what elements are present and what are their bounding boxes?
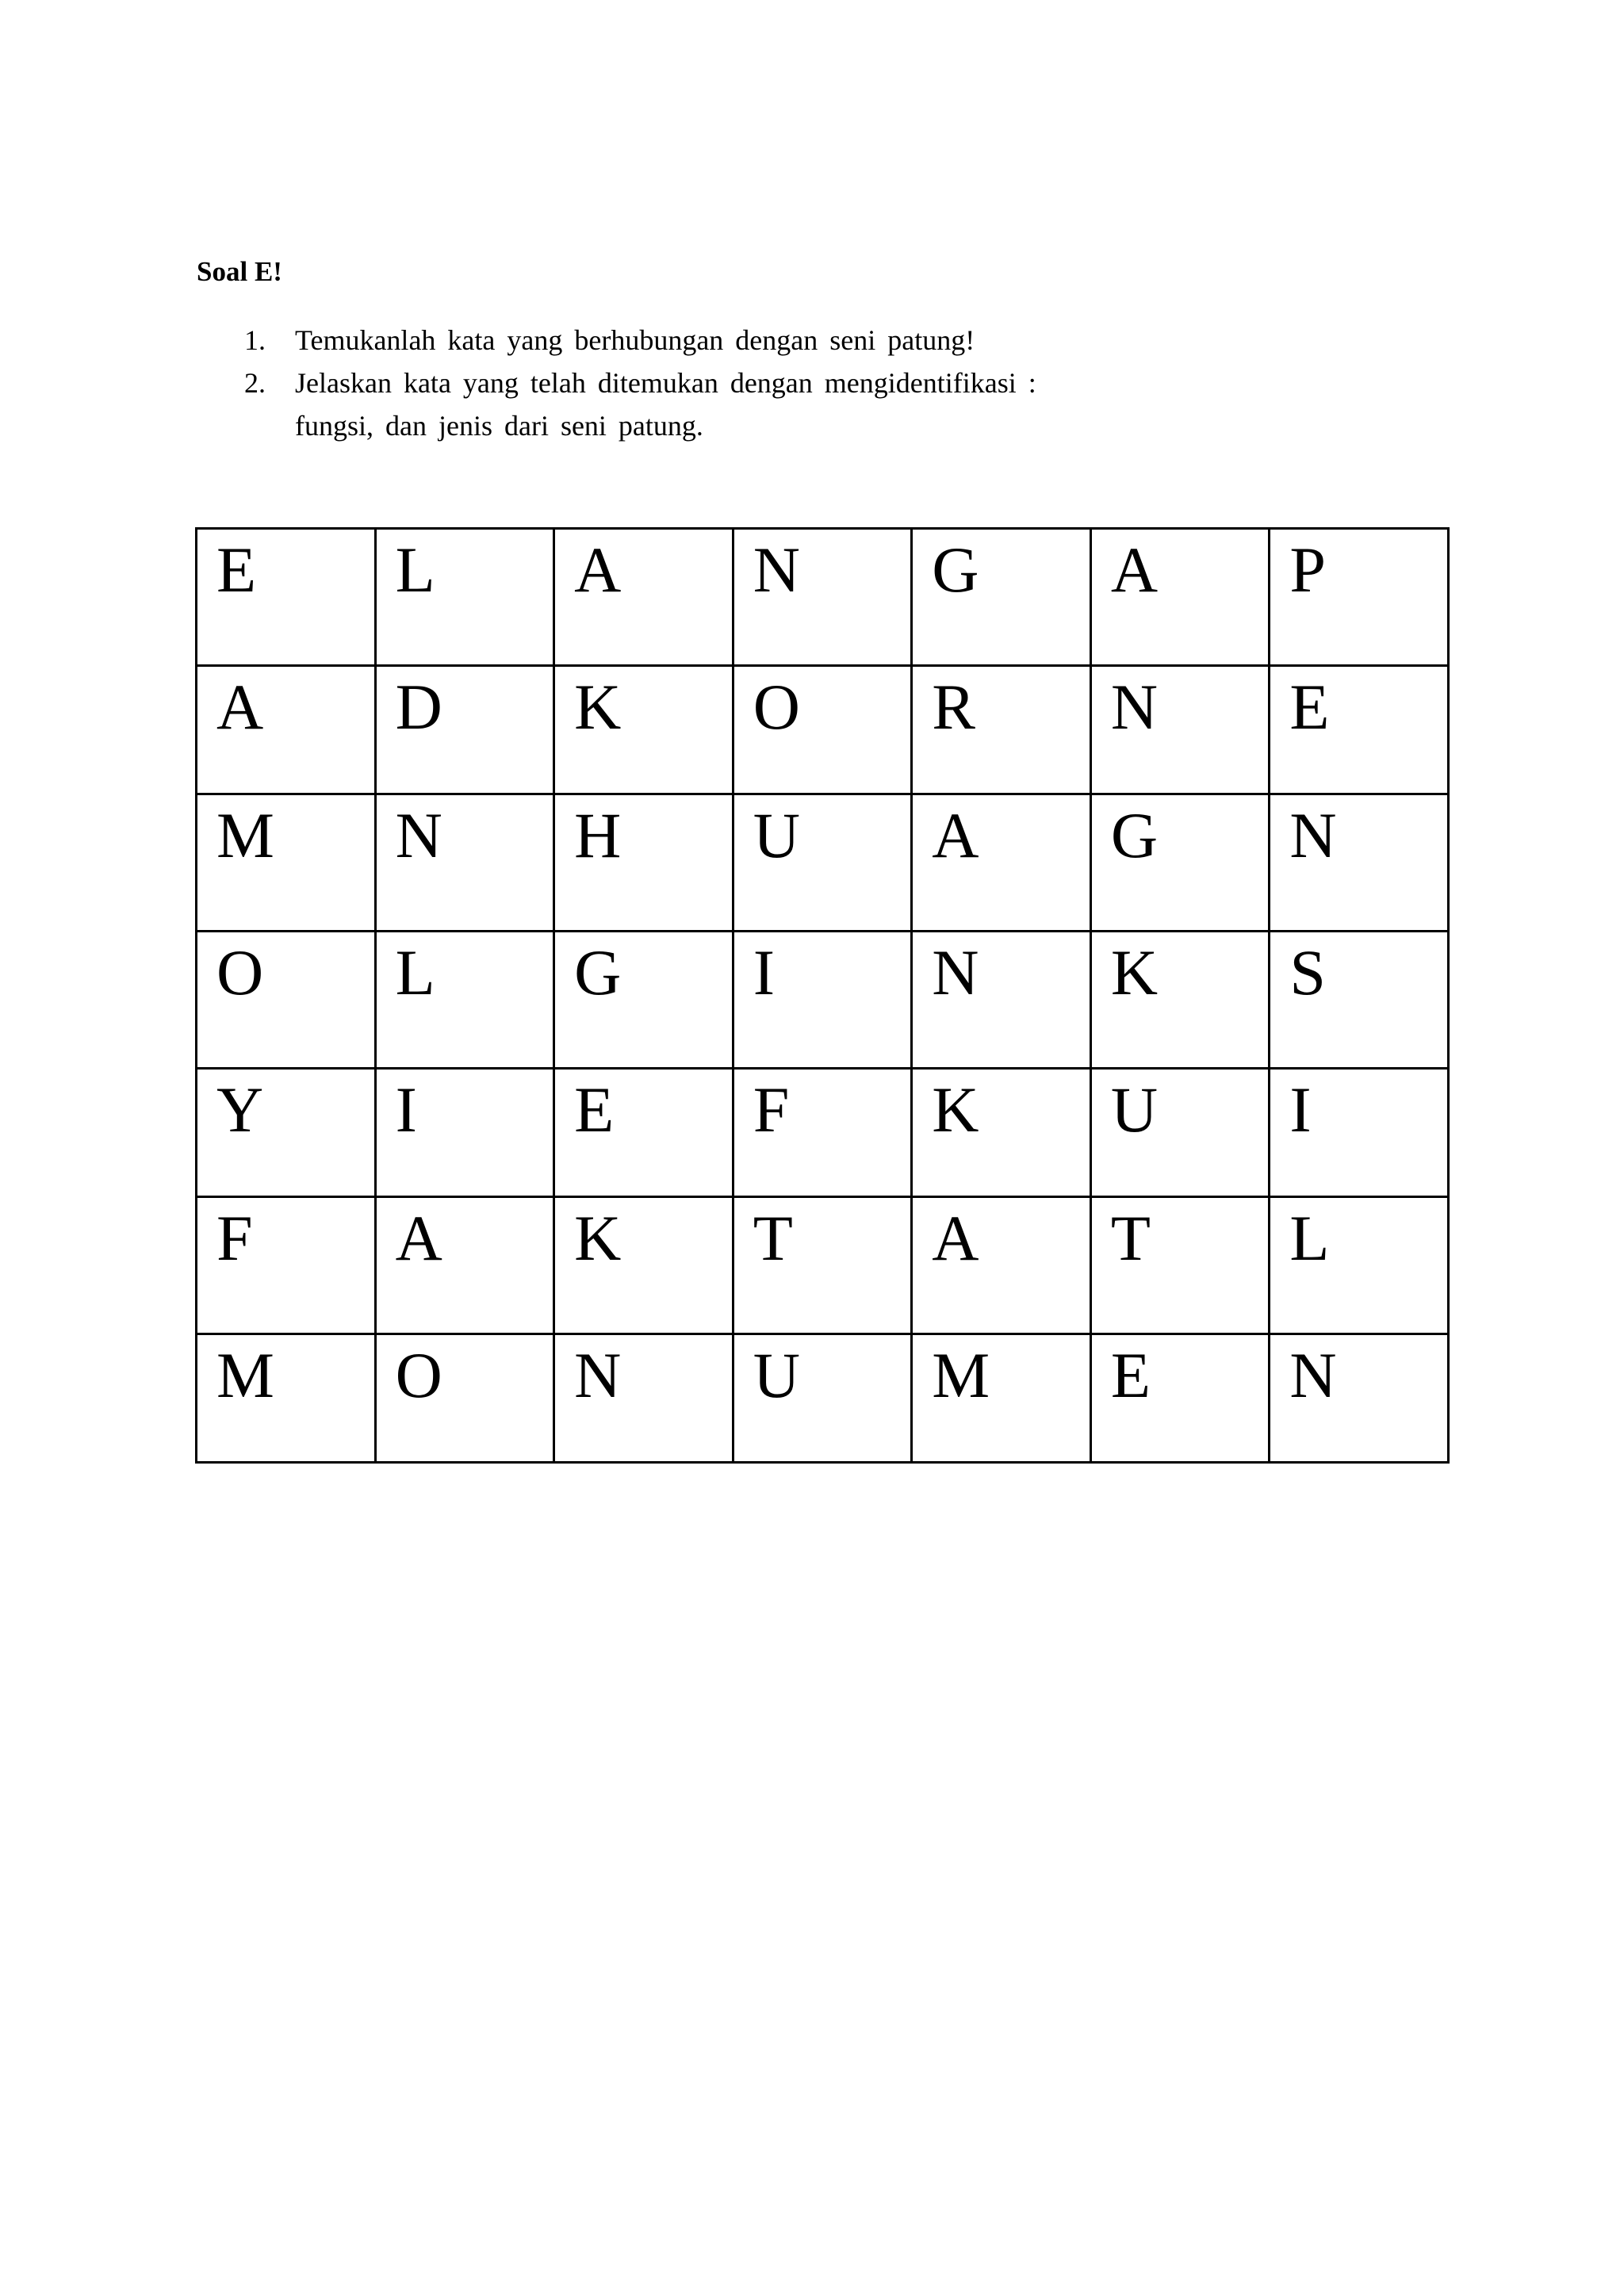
grid-cell (197, 1069, 376, 1197)
grid-cell (1270, 794, 1449, 932)
grid-cell (1270, 529, 1449, 666)
grid-letter: H (574, 799, 622, 871)
grid-letter: K (1110, 936, 1159, 1008)
grid-letter: A (395, 1202, 442, 1274)
grid-letter: U (1110, 1073, 1159, 1146)
grid-cell (733, 932, 912, 1069)
grid-cell (912, 666, 1091, 794)
grid-cell (197, 529, 376, 666)
grid-cell (733, 666, 912, 794)
grid-cell (375, 1197, 554, 1334)
instruction-item (197, 362, 1228, 404)
grid-letter: M (216, 1339, 274, 1411)
grid-letter: I (753, 936, 775, 1008)
grid-letter: K (932, 1073, 979, 1146)
grid-letter: O (395, 1339, 442, 1411)
grid-letter: O (216, 936, 264, 1008)
grid-cell (375, 529, 554, 666)
grid-letter: Y (216, 1073, 264, 1146)
grid-cell (197, 794, 376, 932)
instruction-item (197, 319, 1228, 362)
grid-cell (554, 666, 733, 794)
word-search-grid (195, 527, 1450, 1464)
grid-cell (912, 1069, 1091, 1197)
grid-cell (1090, 1334, 1270, 1463)
grid-letter: N (932, 936, 979, 1008)
instruction-text: fungsi, dan jenis dari seni patung. (295, 410, 703, 442)
grid-letter: L (1289, 1202, 1330, 1274)
grid-letter: G (574, 936, 622, 1008)
grid-cell (554, 1334, 733, 1463)
grid-cell (375, 1069, 554, 1197)
grid-cell (912, 794, 1091, 932)
grid-cell (554, 932, 733, 1069)
grid-letter: I (395, 1073, 417, 1146)
instruction-list (197, 319, 1228, 447)
grid-letter: E (216, 534, 257, 606)
grid-letter: I (1289, 1073, 1312, 1146)
grid-letter: G (932, 534, 979, 606)
grid-letter: L (395, 936, 435, 1008)
grid-letter: L (395, 534, 435, 606)
grid-row (197, 1334, 1449, 1463)
grid-letter: A (216, 671, 264, 743)
grid-cell (1270, 932, 1449, 1069)
grid-letter: O (753, 671, 800, 743)
grid-cell (1090, 1069, 1270, 1197)
grid-cell (375, 666, 554, 794)
grid-row (197, 1197, 1449, 1334)
grid-row (197, 529, 1449, 666)
grid-cell (912, 1197, 1091, 1334)
grid-letter: U (753, 799, 800, 871)
grid-cell (1090, 529, 1270, 666)
grid-row (197, 794, 1449, 932)
grid-cell (1090, 666, 1270, 794)
grid-cell (375, 1334, 554, 1463)
grid-cell (554, 1069, 733, 1197)
grid-letter: K (574, 1202, 622, 1274)
grid-letter: N (574, 1339, 622, 1411)
grid-letter: D (395, 671, 442, 743)
grid-letter: E (574, 1073, 615, 1146)
grid-letter: M (216, 799, 274, 871)
instruction-text: Temukanlah kata yang berhubungan dengan seni patung! (295, 324, 975, 356)
grid-row (197, 1069, 1449, 1197)
grid-letter: N (753, 534, 800, 606)
grid-letter: F (216, 1202, 253, 1274)
grid-cell (197, 932, 376, 1069)
grid-letter: S (1289, 936, 1326, 1008)
grid-letter: M (932, 1339, 990, 1411)
grid-letter: A (574, 534, 622, 606)
grid-cell (1090, 1197, 1270, 1334)
grid-letter: T (753, 1202, 793, 1274)
grid-letter: R (932, 671, 975, 743)
instruction-text: Jelaskan kata yang telah ditemukan dengan mengidentifikasi : (295, 367, 1036, 399)
grid-letter: A (1110, 534, 1159, 606)
grid-cell (733, 794, 912, 932)
grid-letter: E (1289, 671, 1330, 743)
grid-cell (554, 794, 733, 932)
grid-cell (554, 1197, 733, 1334)
grid-letter: A (932, 1202, 979, 1274)
grid-cell (197, 1197, 376, 1334)
grid-cell (197, 666, 376, 794)
grid-row (197, 666, 1449, 794)
grid-letter: G (1110, 799, 1159, 871)
grid-cell (733, 1197, 912, 1334)
grid-row (197, 932, 1449, 1069)
grid-letter: P (1289, 534, 1326, 606)
grid-cell (733, 529, 912, 666)
grid-letter: T (1110, 1202, 1151, 1274)
grid-cell (1270, 1069, 1449, 1197)
grid-cell (197, 1334, 376, 1463)
grid-letter: E (1110, 1339, 1151, 1411)
grid-cell (1270, 1334, 1449, 1463)
grid-letter: N (1110, 671, 1159, 743)
grid-letter: N (1289, 1339, 1337, 1411)
grid-cell (733, 1069, 912, 1197)
grid-letter: F (753, 1073, 790, 1146)
grid-letter: U (753, 1339, 800, 1411)
grid-letter: N (1289, 799, 1337, 871)
grid-cell (912, 932, 1091, 1069)
grid-cell (554, 529, 733, 666)
grid-letter: K (574, 671, 622, 743)
grid-cell (912, 1334, 1091, 1463)
grid-letter: A (932, 799, 979, 871)
grid-cell (1270, 1197, 1449, 1334)
grid-cell (375, 932, 554, 1069)
grid-cell (733, 1334, 912, 1463)
page-heading: Soal E! (197, 256, 282, 287)
instruction-item-continuation (197, 404, 1228, 447)
grid-cell (375, 794, 554, 932)
grid-cell (1090, 932, 1270, 1069)
grid-letter: N (395, 799, 442, 871)
grid-cell (1270, 666, 1449, 794)
grid-cell (1090, 794, 1270, 932)
instruction-number: 1. (244, 324, 266, 356)
grid-cell (912, 529, 1091, 666)
instruction-number: 2. (244, 367, 266, 399)
